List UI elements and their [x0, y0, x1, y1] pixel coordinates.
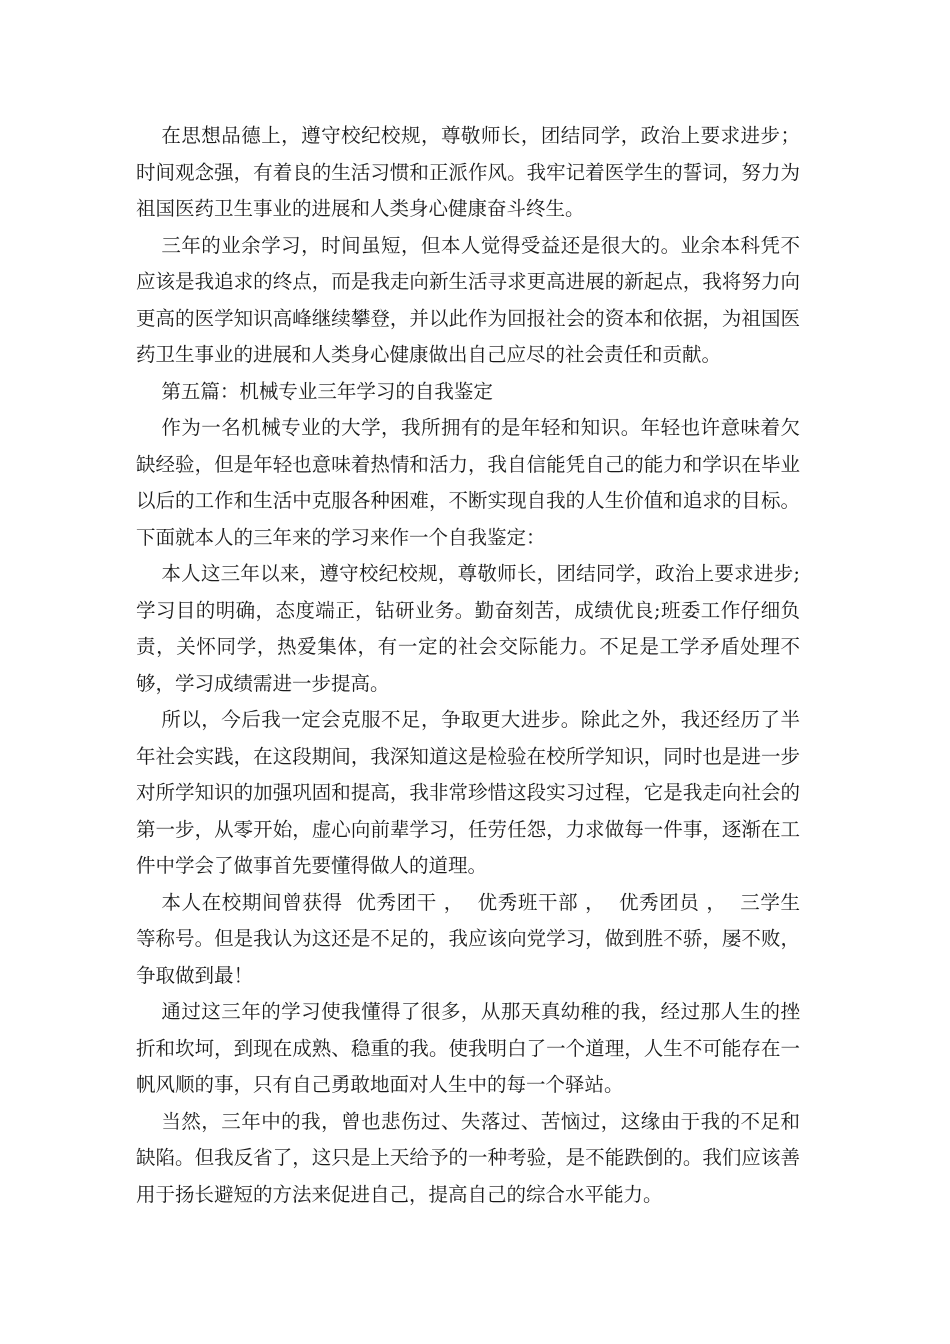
- paragraph-2: 三年的业余学习，时间虽短，但本人觉得受益还是很大的。业余本科凭不应该是我追求的终点，而是我走向新生活寻求更高进展的新起点，我将努力向更高的医学知识高峰继续攀登，并以此作为回报社会的资本和依据，为祖国医药卫生事业的进展和人类身心健康做出自己应尽的社会责任和贡献。: [136, 233, 800, 366]
- paragraph-1: 在思想品德上，遵守校纪校规，尊敬师长，团结同学，政治上要求进步；时间观念强，有着良的生活习惯和正派作风。我牢记着医学生的誓词，努力为祖国医药卫生事业的进展和人类身心健康奋斗终生。: [136, 124, 800, 220]
- document-body: [136, 118, 813, 1213]
- paragraph-4: 本人这三年以来，遵守校纪校规，尊敬师长，团结同学，政治上要求进步;学习目的明确，态度端正，钻研业务。勤奋刻苦，成绩优良;班委工作仔细负责，关怀同学，热爱集体，有一定的社会交际能力。不足是工学矛盾处理不够，学习成绩需进一步提高。: [136, 562, 800, 695]
- section-heading: 第五篇：机械专业三年学习的自我鉴定: [161, 379, 493, 403]
- paragraph-5: 所以，今后我一定会克服不足，争取更大进步。除此之外，我还经历了半年社会实践，在这段期间，我深知道这是检验在校所学知识，同时也是进一步对所学知识的加强巩固和提高，我非常珍惜这段实习过程，它是我走向社会的第一步，从零开始，虚心向前辈学习，任劳任怨，力求做每一件事，逐渐在工件中学会了做事首先要懂得做人的道理。: [136, 708, 800, 877]
- paragraph-3: 作为一名机械专业的大学，我所拥有的是年轻和知识。年轻也许意味着欠缺经验，但是年轻也意味着热情和活力，我自信能凭自己的能力和学识在毕业以后的工作和生活中克服各种困难，不断实现自我的人生价值和追求的目标。下面就本人的三年来的学习来作一个自我鉴定：: [136, 416, 800, 549]
- paragraph-6: 本人在校期间曾获得 优秀团干 ， 优秀班干部 ， 优秀团员 ， 三学生 等称号。但是我认为这还是不足的，我应该向党学习，做到胜不骄，屡不败，争取做到最！: [136, 890, 813, 987]
- paragraph-8: 当然，三年中的我，曾也悲伤过、失落过、苦恼过，这缘由于我的不足和缺陷。但我反省了，这只是上天给予的一种考验，是不能跌倒的。我们应该善用于扬长避短的方法来促进自己，提高自己的综合水平能力。: [136, 1109, 800, 1206]
- paragraph-7: 通过这三年的学习使我懂得了很多，从那天真幼稚的我，经过那人生的挫折和坎坷，到现在成熟、稳重的我。使我明白了一个道理，人生不可能存在一帆风顺的事，只有自己勇敢地面对人生中的每一个驿站。: [136, 1000, 800, 1096]
